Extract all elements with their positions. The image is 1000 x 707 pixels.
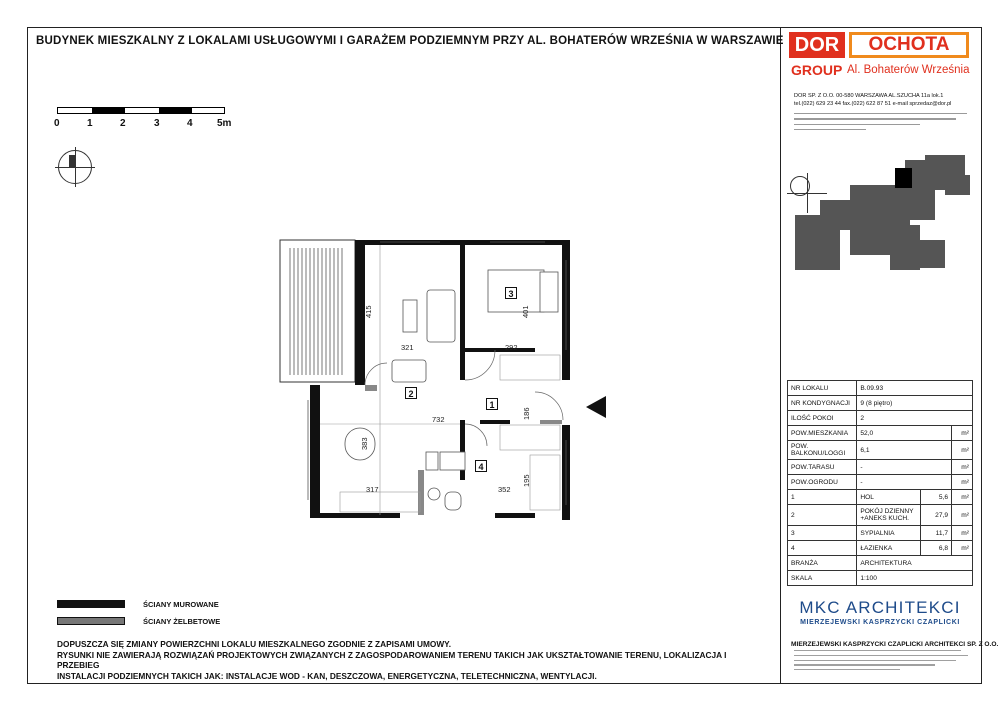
legend-masonry-label: ŚCIANY MUROWANE	[143, 600, 219, 609]
row-label: POW.OGRODU	[788, 475, 857, 490]
legend-masonry-swatch	[57, 600, 125, 608]
scale-tick: 2	[120, 118, 126, 129]
dimension-401: 401	[521, 305, 530, 318]
logo-address: Al. Bohaterów Września	[847, 64, 970, 76]
row-label: POW.TARASU	[788, 460, 857, 475]
architect-logo-top: MKC ARCHITEKCI	[799, 598, 961, 617]
dimension-292: 292	[505, 343, 518, 352]
room-no: 4	[788, 541, 857, 556]
room-unit: m²	[952, 490, 973, 505]
notes	[57, 639, 757, 681]
note-line: INSTALACJI PODZIEMNYCH TAKICH JAK: INSTALACJE WOD - KAN, DESZCZOWA, ENERGETYCZNA, TELETECHNICZNA, WENTYLACJI.	[57, 670, 597, 681]
site-plan-highlight	[895, 168, 912, 188]
row-unit: m²	[952, 460, 973, 475]
table-row	[788, 396, 973, 411]
note-line: RYSUNKI NIE ZAWIERAJĄ ROZWIĄZAŃ PROJEKTOWYCH ZWIĄZANYCH Z ZAGOSPODAROWANIEM TERENU TAKICH JAK UKSZTAŁTOWANIE TERENU, LOKALIZACJA I PRZEBIEG	[57, 649, 727, 670]
dimension-732: 732	[432, 415, 445, 424]
table-row	[788, 541, 973, 556]
logo-dor: DOR	[789, 32, 845, 58]
row-unit: m²	[952, 475, 973, 490]
room-area: 11,7	[921, 526, 952, 541]
room-label-3: 3	[505, 287, 517, 299]
table-row	[788, 556, 973, 571]
logo-group: GROUP	[791, 62, 843, 78]
scale-tick: 5m	[217, 118, 232, 129]
dimension-195: 195	[522, 474, 531, 487]
row-value: B.09.93	[857, 381, 973, 396]
scale-tick: 4	[187, 118, 193, 129]
row-value: ARCHITEKTURA	[857, 556, 973, 571]
table-row	[788, 426, 973, 441]
row-label: BRANŻA	[788, 556, 857, 571]
room-area: 6,8	[921, 541, 952, 556]
dimension-186: 186	[522, 407, 531, 420]
dimension-321: 321	[401, 343, 414, 352]
logo-ochota: OCHOTA	[849, 32, 969, 58]
table-row	[788, 441, 973, 460]
dimension-383: 383	[360, 437, 369, 450]
site-north-arrow-icon	[790, 176, 810, 196]
row-label: POW.MIESZKANIA	[788, 426, 857, 441]
table-row	[788, 571, 973, 586]
table-row	[788, 460, 973, 475]
room-unit: m²	[952, 541, 973, 556]
apartment-info-table	[787, 380, 973, 586]
row-value: 6,1	[857, 441, 952, 460]
project-title: BUDYNEK MIESZKALNY Z LOKALAMI USŁUGOWYMI I GARAŻEM PODZIEMNYM PRZY AL. BOHATERÓW WRZEŚNIA W WARSZAWIE	[36, 35, 784, 47]
row-label: ILOŚĆ POKOI	[788, 411, 857, 426]
row-label: NR LOKALU	[788, 381, 857, 396]
dimension-352: 352	[498, 485, 511, 494]
row-value: -	[857, 460, 952, 475]
room-no: 2	[788, 505, 857, 526]
room-label-2: 2	[405, 387, 417, 399]
room-name: SYPIALNIA	[857, 526, 921, 541]
room-area: 27,9	[921, 505, 952, 526]
scale-tick: 1	[87, 118, 93, 129]
row-label: POW. BALKONU/LOGGI	[788, 441, 857, 460]
row-label: SKALA	[788, 571, 857, 586]
room-unit: m²	[952, 505, 973, 526]
balcony-hatch	[290, 248, 342, 375]
row-unit: m²	[952, 426, 973, 441]
dimension-415: 415	[364, 305, 373, 318]
row-label: NR KONDYGNACJI	[788, 396, 857, 411]
legend-concrete-swatch	[57, 617, 125, 625]
room-name: POKÓJ DZIENNY +ANEKS KUCH.	[857, 505, 921, 526]
room-area: 5,6	[921, 490, 952, 505]
table-row	[788, 411, 973, 426]
row-value: 2	[857, 411, 973, 426]
scale-tick: 0	[54, 118, 60, 129]
developer-contact-line2: tel.(022) 629 23 44 fax.(022) 622 87 51 e-mail sprzedaz@dor.pl	[794, 101, 952, 107]
dimension-317: 317	[366, 485, 379, 494]
room-name: ŁAZIENKA	[857, 541, 921, 556]
row-value: -	[857, 475, 952, 490]
row-value: 52,0	[857, 426, 952, 441]
table-row	[788, 490, 973, 505]
row-value: 1:100	[857, 571, 973, 586]
site-plan-thumbnail	[795, 155, 970, 270]
room-unit: m²	[952, 526, 973, 541]
room-name: HOL	[857, 490, 921, 505]
scale-tick: 3	[154, 118, 160, 129]
room-label-1: 1	[486, 398, 498, 410]
architect-logo	[787, 598, 973, 626]
room-no: 1	[788, 490, 857, 505]
room-label-4: 4	[475, 460, 487, 472]
table-row	[788, 526, 973, 541]
legend-concrete-label: ŚCIANY ŻELBETOWE	[143, 617, 221, 626]
note-line: DOPUSZCZA SIĘ ZMIANY POWIERZCHNI LOKALU MIESZKALNEGO ZGODNIE Z ZAPISAMI UMOWY.	[57, 639, 452, 649]
developer-contact-line1: DOR SP. Z O.O. 00-580 WARSZAWA AL.SZUCHA 11a lok.1	[794, 93, 944, 99]
balcony	[280, 240, 355, 382]
architect-logo-bottom: MIERZEJEWSKI KASPRZYCKI CZAPLICKI	[800, 619, 960, 626]
architect-fine-print	[794, 650, 970, 674]
row-value: 9 (8 piętro)	[857, 396, 973, 411]
architect-firm: MIERZEJEWSKI KASPRZYCKI CZAPLICKI ARCHITEKCI SP. Z O.O.	[791, 641, 999, 648]
table-row	[788, 475, 973, 490]
entrance-arrow-icon	[586, 396, 606, 418]
table-row	[788, 381, 973, 396]
table-row	[788, 505, 973, 526]
room-no: 3	[788, 526, 857, 541]
row-unit: m²	[952, 441, 973, 460]
